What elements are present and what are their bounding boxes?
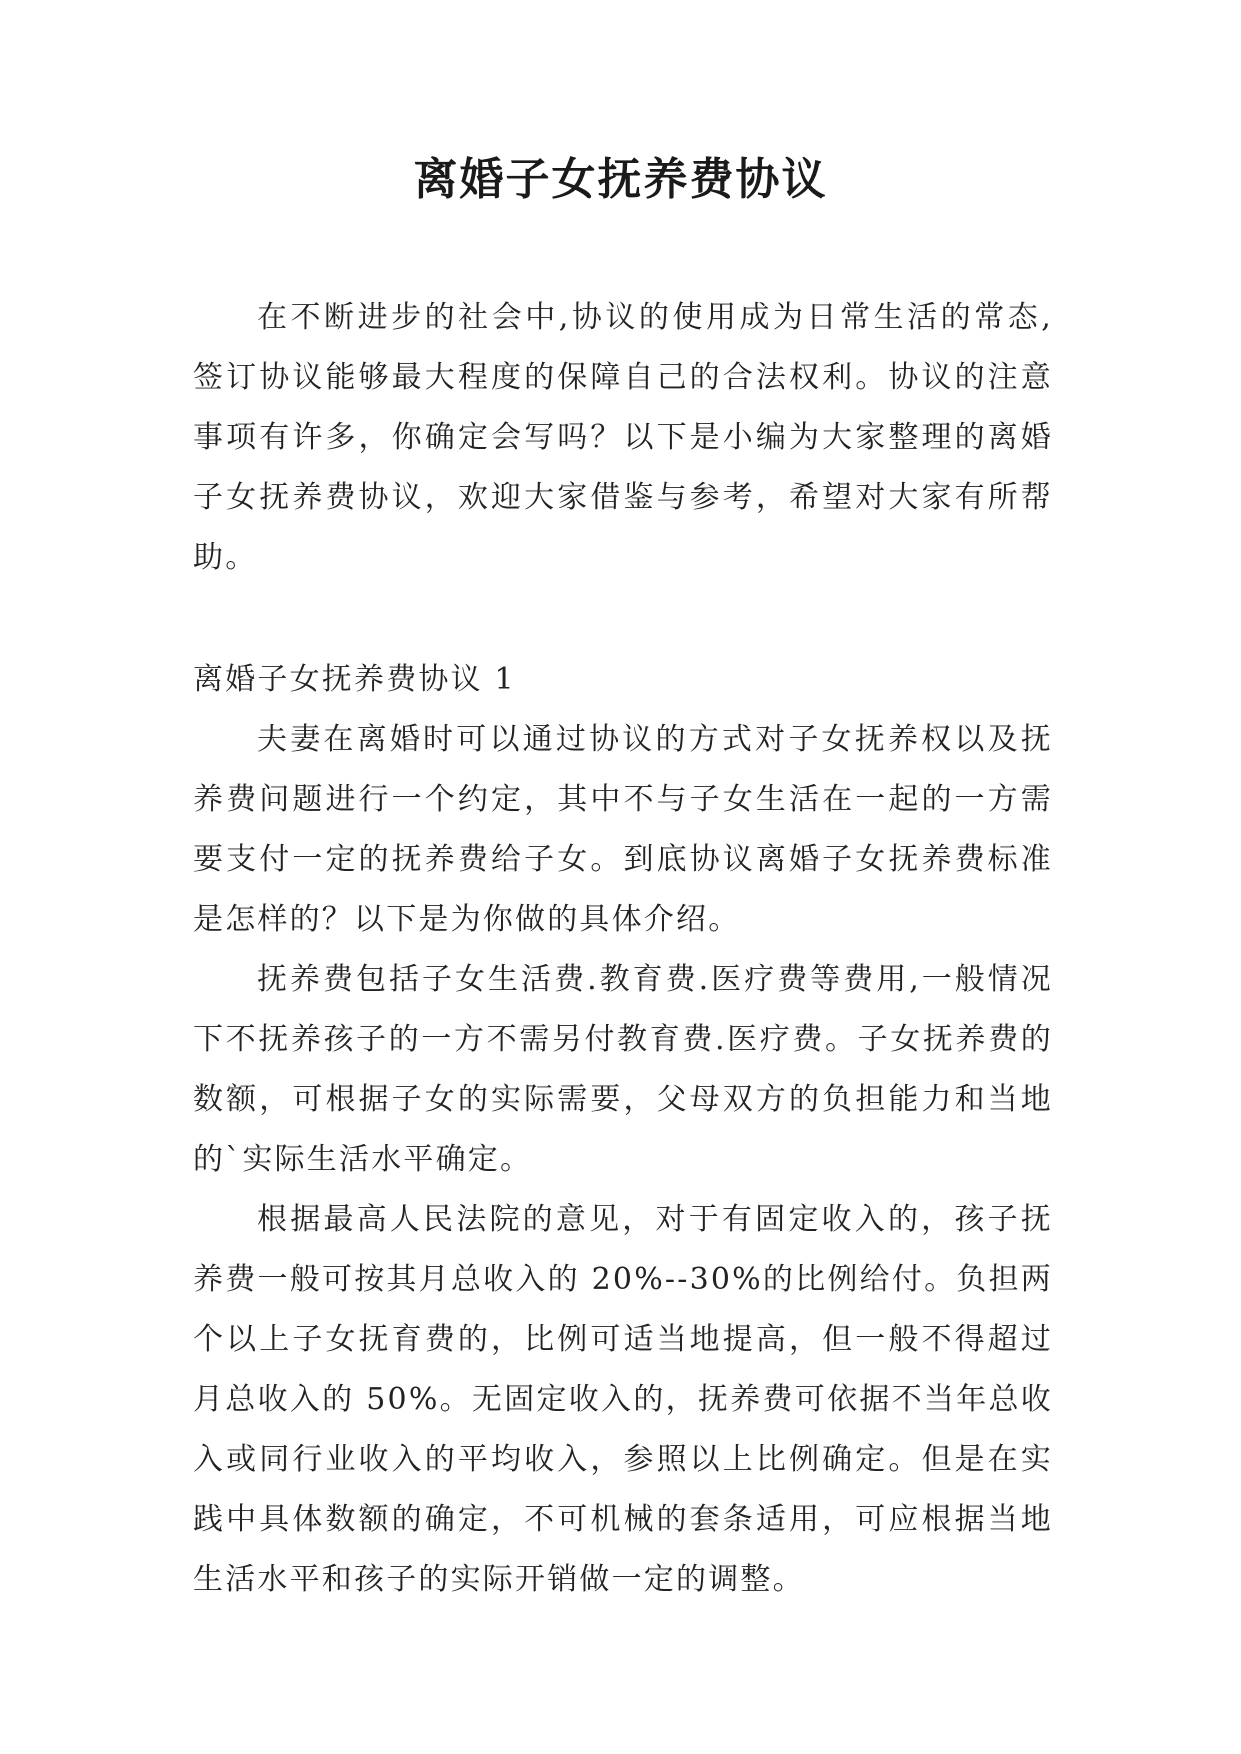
section-spacer bbox=[193, 588, 1053, 650]
body-paragraph-1: 夫妻在离婚时可以通过协议的方式对子女抚养权以及抚养费问题进行一个约定，其中不与子女生活在一起的一方需要支付一定的抚养费给子女。到底协议离婚子女抚养费标准是怎样的？以下是为你做的具体介绍。 bbox=[193, 722, 1053, 937]
section-heading: 离婚子女抚养费协议 1 bbox=[193, 662, 516, 697]
document-title: 离婚子女抚养费协议 bbox=[413, 154, 828, 205]
body-paragraph-3: 根据最高人民法院的意见，对于有固定收入的，孩子抚养费一般可按其月总收入的 20%--30%的比例给付。负担两个以上子女抚育费的，比例可适当地提高，但一般不得超过月总收入的 50%。无固定收入的，抚养费可依据不当年总收入或同行业收入的平均收入，参照以上比例确定。但是在实践中具体数额的确定，不可机械的套条适用，可应根据当地生活水平和孩子的实际开销做一定的调整。 bbox=[193, 1202, 1053, 1597]
intro-paragraph: 在不断进步的社会中,协议的使用成为日常生活的常态,签订协议能够最大程度的保障自己的合法权利。协议的注意事项有许多，你确定会写吗？以下是小编为大家整理的离婚子女抚养费协议，欢迎大家借鉴与参考，希望对大家有所帮助。 bbox=[193, 300, 1053, 575]
document-body bbox=[193, 288, 1053, 1610]
body-paragraph-2: 抚养费包括子女生活费.教育费.医疗费等费用,一般情况下不抚养孩子的一方不需另付教育费.医疗费。子女抚养费的数额，可根据子女的实际需要，父母双方的负担能力和当地的`实际生活水平确定。 bbox=[193, 962, 1053, 1177]
